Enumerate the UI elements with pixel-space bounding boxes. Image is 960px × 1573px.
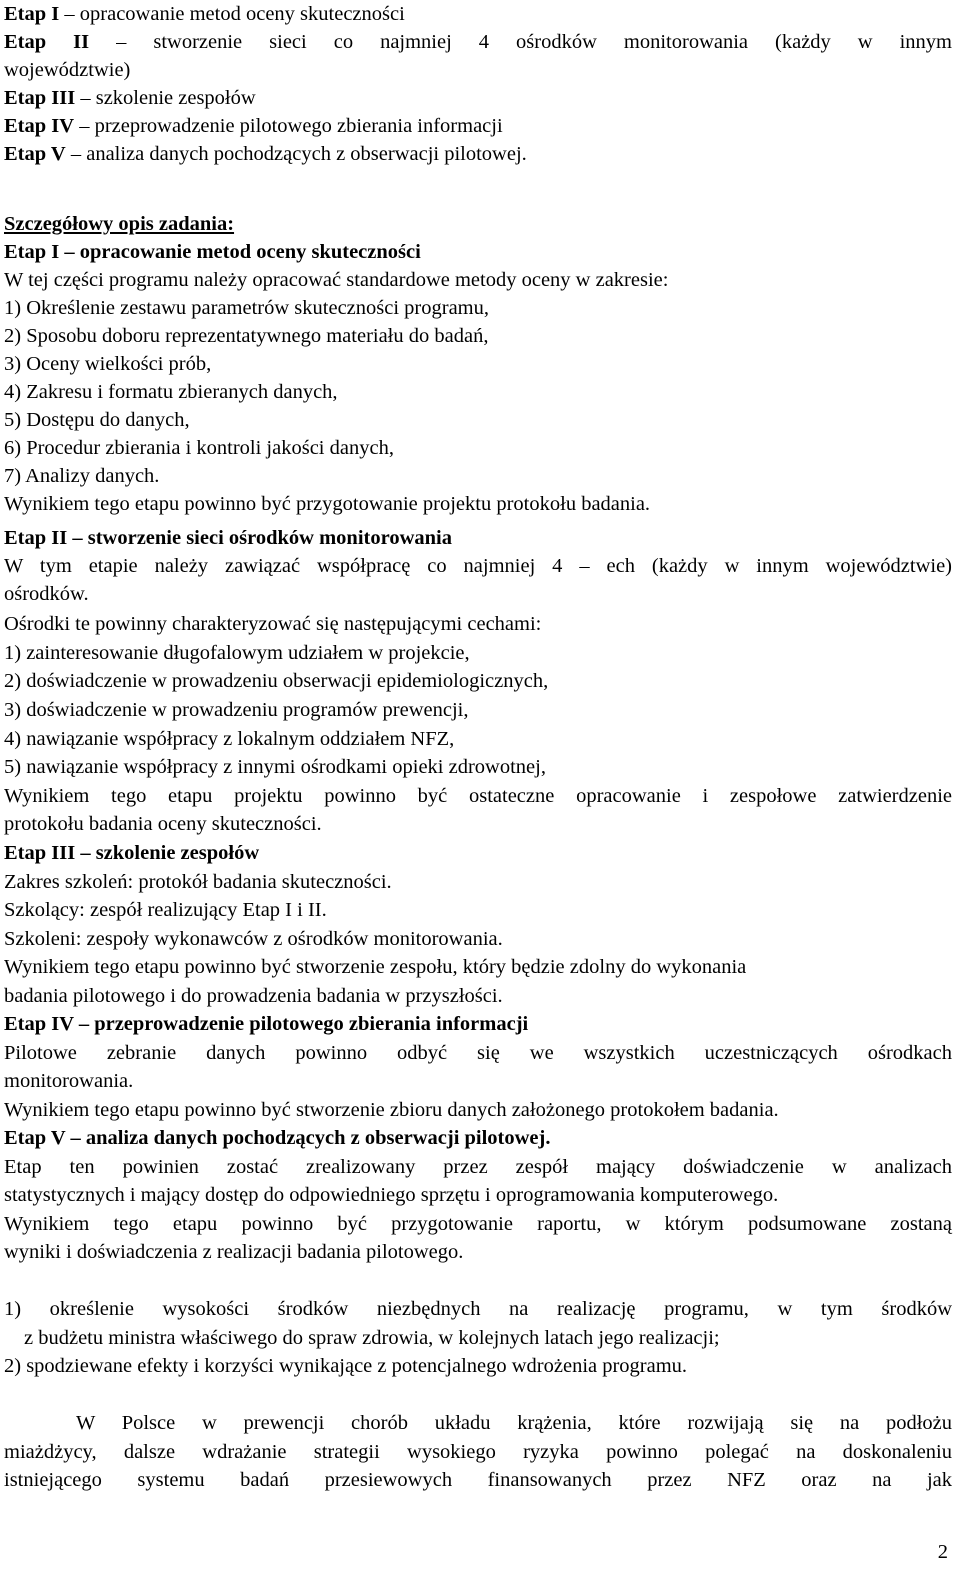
list-item: 4) nawiązanie współpracy z lokalnym oddziałem NFZ, <box>4 728 455 750</box>
closing-paragraph: W Polsce w prewencji chorób układu krążenia, które rozwijają się na podłożu <box>76 1412 952 1434</box>
stage-5-result: Wynikiem tego etapu powinno być przygotowanie raportu, w którym podsumowane zostaną <box>4 1213 952 1235</box>
list-item: 3) Oceny wielkości prób, <box>4 353 212 375</box>
stage-1-heading: Etap I – opracowanie metod oceny skuteczności <box>4 241 421 263</box>
closing-paragraph-cont: miażdżycy, dalsze wdrażanie strategii wysokiego ryzyka powinno polegać na doskonaleniu <box>4 1441 952 1463</box>
intro-stage-1: Etap I – opracowanie metod oceny skuteczności <box>4 3 405 25</box>
stage-3-result: Wynikiem tego etapu powinno być stworzenie zespołu, który będzie zdolny do wykonania <box>4 956 747 978</box>
list-item: 5) nawiązanie współpracy z innymi ośrodkami opieki zdrowotnej, <box>4 756 546 778</box>
intro-stage-2: Etap II – stworzenie sieci co najmniej 4 ośrodków monitorowania (każdy w innym <box>4 31 952 53</box>
intro-stage-5: Etap V – analiza danych pochodzących z obserwacji pilotowej. <box>4 143 527 165</box>
stage-2-result-cont: protokołu badania oceny skuteczności. <box>4 813 322 835</box>
stage-1-result: Wynikiem tego etapu powinno być przygotowanie projektu protokołu badania. <box>4 493 651 515</box>
stage-5-text-cont: statystycznych i mający dostęp do odpowiedniego sprzętu i oprogramowania komputerowego. <box>4 1184 779 1206</box>
list-item: 1) Określenie zestawu parametrów skuteczności programu, <box>4 297 489 319</box>
stage-3-result-cont: badania pilotowego i do prowadzenia badania w przyszłości. <box>4 985 503 1007</box>
stage-3-trainers: Szkolący: zespół realizujący Etap I i II. <box>4 899 327 921</box>
stage-2-lead-cont: ośrodków. <box>4 583 89 605</box>
stage-4-heading: Etap IV – przeprowadzenie pilotowego zbierania informacji <box>4 1013 529 1035</box>
stage-2-criteria: Ośrodki te powinny charakteryzować się następującymi cechami: <box>4 613 542 635</box>
numbered-item-1-cont: z budżetu ministra właściwego do spraw zdrowia, w kolejnych latach jego realizacji; <box>24 1327 720 1349</box>
stage-2-lead: W tym etapie należy zawiązać współpracę co najmniej 4 – ech (każdy w innym województwie) <box>4 555 952 577</box>
list-item: 4) Zakresu i formatu zbieranych danych, <box>4 381 338 403</box>
stage-2-result: Wynikiem tego etapu projektu powinno być ostateczne opracowanie i zespołowe zatwierdzenie <box>4 785 952 807</box>
stage-1-lead: W tej części programu należy opracować standardowe metody oceny w zakresie: <box>4 269 669 291</box>
intro-stage-2-cont: województwie) <box>4 59 131 81</box>
stage-2-heading: Etap II – stworzenie sieci ośrodków monitorowania <box>4 527 452 549</box>
list-item: 1) zainteresowanie długofalowym udziałem w projekcie, <box>4 642 470 664</box>
page-number: 2 <box>937 1541 948 1563</box>
intro-stage-3: Etap III – szkolenie zespołów <box>4 87 256 109</box>
stage-5-result-cont: wyniki i doświadczenia z realizacji badania pilotowego. <box>4 1241 464 1263</box>
closing-paragraph-cont: istniejącego systemu badań przesiewowych finansowanych przez NFZ oraz na jak <box>4 1469 952 1491</box>
stage-3-trainees: Szkoleni: zespoły wykonawców z ośrodków monitorowania. <box>4 928 503 950</box>
list-item: 2) Sposobu doboru reprezentatywnego materiału do badań, <box>4 325 489 347</box>
stage-5-heading: Etap V – analiza danych pochodzących z obserwacji pilotowej. <box>4 1127 551 1149</box>
stage-3-heading: Etap III – szkolenie zespołów <box>4 842 260 864</box>
list-item: 2) doświadczenie w prowadzeniu obserwacji epidemiologicznych, <box>4 670 549 692</box>
stage-5-text: Etap ten powinien zostać zrealizowany przez zespół mający doświadczenie w analizach <box>4 1156 952 1178</box>
list-item: 6) Procedur zbierania i kontroli jakości danych, <box>4 437 394 459</box>
stage-4-text: Pilotowe zebranie danych powinno odbyć się we wszystkich uczestniczących ośrodkach <box>4 1042 952 1064</box>
details-heading: Szczegółowy opis zadania: <box>4 213 235 235</box>
numbered-item-1: 1) określenie wysokości środków niezbędnych na realizację programu, w tym środków <box>4 1298 952 1320</box>
stage-4-text-cont: monitorowania. <box>4 1070 134 1092</box>
list-item: 7) Analizy danych. <box>4 465 160 487</box>
list-item: 5) Dostępu do danych, <box>4 409 190 431</box>
stage-4-result: Wynikiem tego etapu powinno być stworzenie zbioru danych założonego protokołem badania. <box>4 1099 779 1121</box>
list-item: 3) doświadczenie w prowadzeniu programów prewencji, <box>4 699 469 721</box>
stage-3-scope: Zakres szkoleń: protokół badania skuteczności. <box>4 871 392 893</box>
numbered-item-2: 2) spodziewane efekty i korzyści wynikające z potencjalnego wdrożenia programu. <box>4 1355 688 1377</box>
intro-stage-4: Etap IV – przeprowadzenie pilotowego zbierania informacji <box>4 115 503 137</box>
